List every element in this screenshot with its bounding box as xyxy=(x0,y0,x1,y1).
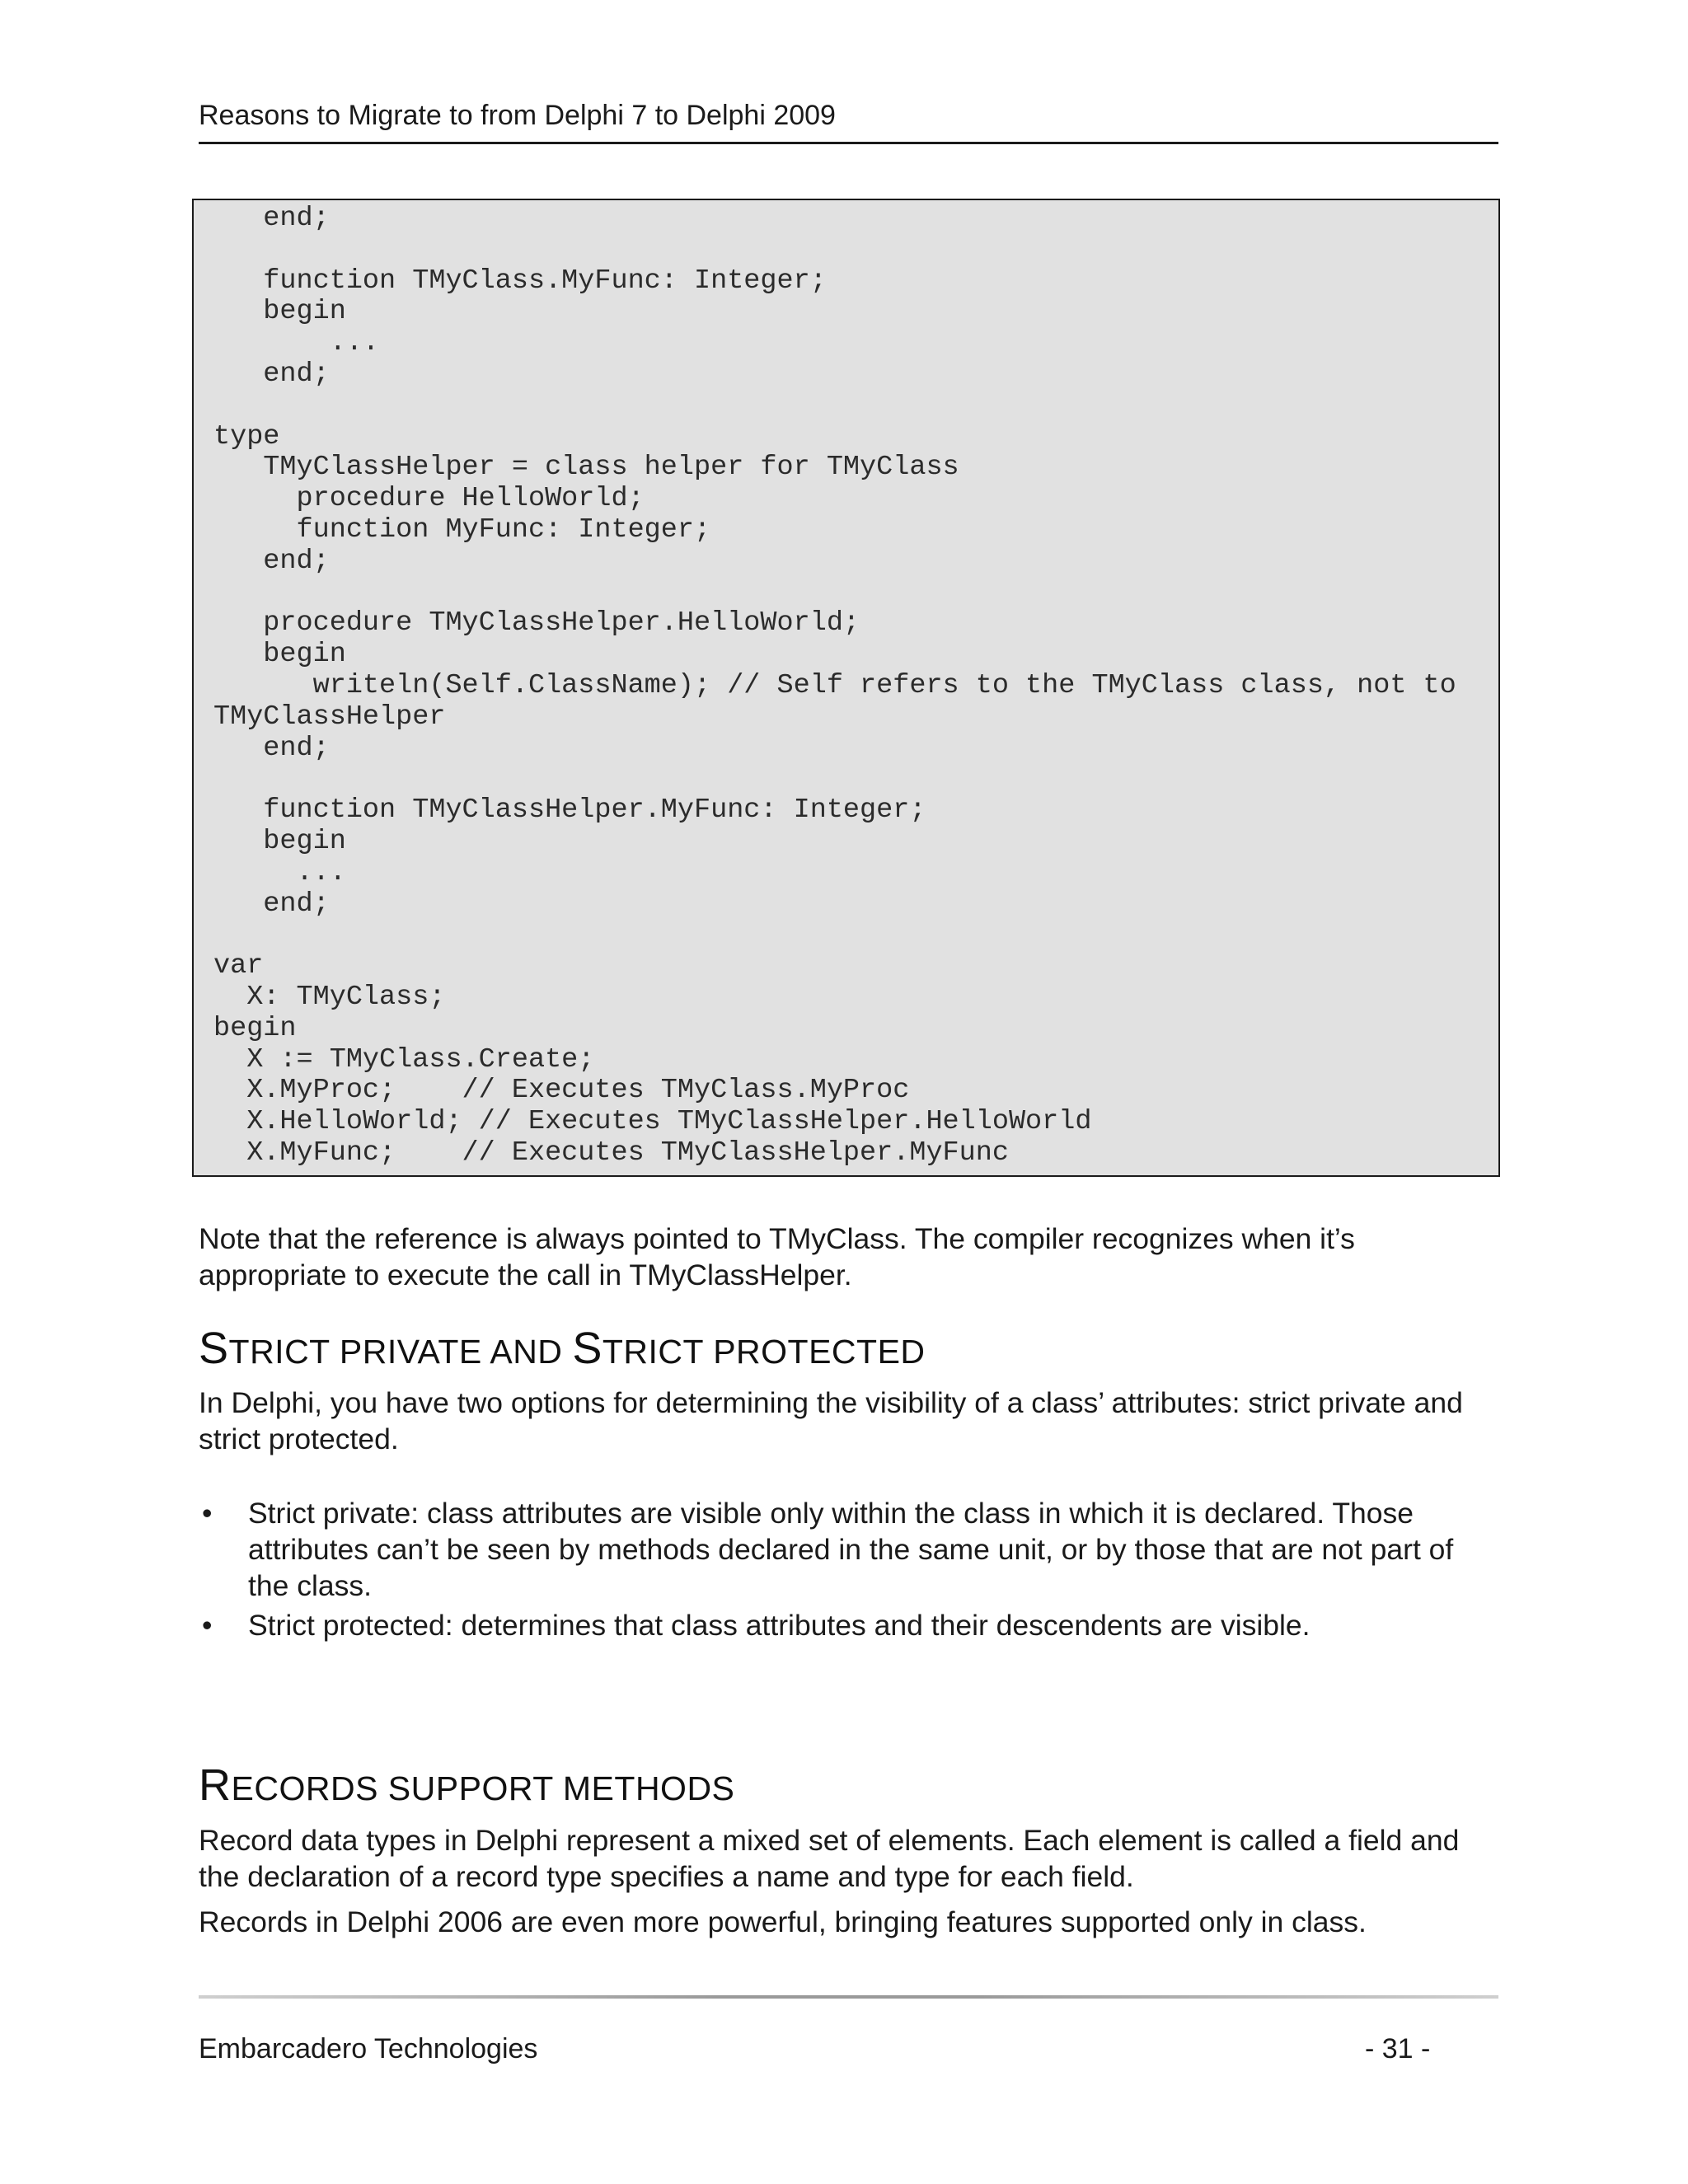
code-line: procedure HelloWorld; xyxy=(213,483,645,515)
code-line: function TMyClassHelper.MyFunc: Integer; xyxy=(213,794,926,827)
code-line xyxy=(213,391,1456,422)
code-line: begin xyxy=(213,639,346,671)
heading-text: TRICT PROTECTED xyxy=(602,1333,926,1371)
bullet-icon: • xyxy=(202,1609,213,1642)
section-heading-strict xyxy=(199,1325,926,1375)
records-paragraph-2: Records in Delphi 2006 are even more powerful, bringing features supported only in class. xyxy=(199,1905,1367,1938)
code-line: begin xyxy=(213,296,346,328)
code-line: function MyFunc: Integer; xyxy=(213,513,711,546)
code-line: end; xyxy=(213,732,330,764)
code-line: TMyClassHelper = class helper for TMyClass xyxy=(213,452,959,484)
code-line: function TMyClass.MyFunc: Integer; xyxy=(213,265,827,297)
heading-initial: S xyxy=(572,1324,603,1373)
section-heading-records xyxy=(199,1762,734,1811)
code-line xyxy=(213,764,1456,795)
strict-intro-paragraph: In Delphi, you have two options for determining the visibility of a class’ attributes: strict private and strict protected. xyxy=(199,1386,1463,1455)
code-line: ... xyxy=(213,856,346,888)
code-line: X: TMyClass; xyxy=(213,981,446,1013)
bullet-icon: • xyxy=(202,1497,213,1530)
heading-text: TRICT PRIVATE AND xyxy=(228,1333,573,1371)
list-item xyxy=(199,1495,1501,1604)
code-line: ... xyxy=(213,327,380,359)
page-header xyxy=(199,97,1498,144)
footer-divider xyxy=(199,1995,1498,1999)
code-line: var xyxy=(213,950,264,982)
code-line: begin xyxy=(213,1012,297,1044)
code-line: end; xyxy=(213,888,330,920)
code-line: procedure TMyClassHelper.HelloWorld; xyxy=(213,607,860,640)
code-lines xyxy=(213,204,1456,1169)
records-paragraph-1: Record data types in Delphi represent a mixed set of elements. Each element is called a field and the declaration of a record type specifies a name and type for each field. xyxy=(199,1824,1460,1893)
note-paragraph: Note that the reference is always pointed to TMyClass. The compiler recognizes when it’s appropriate to execute the call in TMyClassHelper. xyxy=(199,1222,1355,1291)
bullet-text: : determines that class attributes and their descendents are visible. xyxy=(444,1609,1311,1642)
code-line: end; xyxy=(213,358,330,390)
list-item xyxy=(199,1607,1501,1643)
code-block xyxy=(192,199,1500,1177)
code-line: writeln(Self.ClassName); // Self refers to the TMyClass class, not to xyxy=(213,669,1456,701)
strict-bullet-list xyxy=(199,1495,1501,1647)
code-line: X.MyProc; // Executes TMyClass.MyProc xyxy=(213,1075,910,1107)
bullet-term: Strict protected xyxy=(248,1609,445,1642)
heading-initial: S xyxy=(199,1324,229,1373)
bullet-text: : class attributes are visible only within the class in which it is declared. Those attributes can’t be seen by methods declared in the same unit, or by those that are not part of the class. xyxy=(248,1497,1454,1602)
code-line: X.HelloWorld; // Executes TMyClassHelper.HelloWorld xyxy=(213,1106,1092,1138)
code-line xyxy=(213,235,1456,266)
code-line xyxy=(213,578,1456,609)
footer-company: Embarcadero Technologies xyxy=(199,2033,538,2064)
footer-page-number: - 31 - xyxy=(1365,2033,1431,2064)
bullet-term: Strict private xyxy=(248,1497,411,1530)
heading-initial: R xyxy=(199,1760,232,1810)
code-line: begin xyxy=(213,825,346,857)
code-line: X.MyFunc; // Executes TMyClassHelper.MyFunc xyxy=(213,1137,1009,1169)
heading-text: ECORDS SUPPORT METHODS xyxy=(231,1769,735,1807)
code-line: TMyClassHelper xyxy=(213,701,446,733)
code-line xyxy=(213,920,1456,951)
document-title: Reasons to Migrate to from Delphi 7 to Delphi 2009 xyxy=(199,100,836,131)
code-line: end; xyxy=(213,545,330,577)
code-line: end; xyxy=(213,203,330,234)
code-line: type xyxy=(213,420,280,452)
code-line: X := TMyClass.Create; xyxy=(213,1043,595,1076)
